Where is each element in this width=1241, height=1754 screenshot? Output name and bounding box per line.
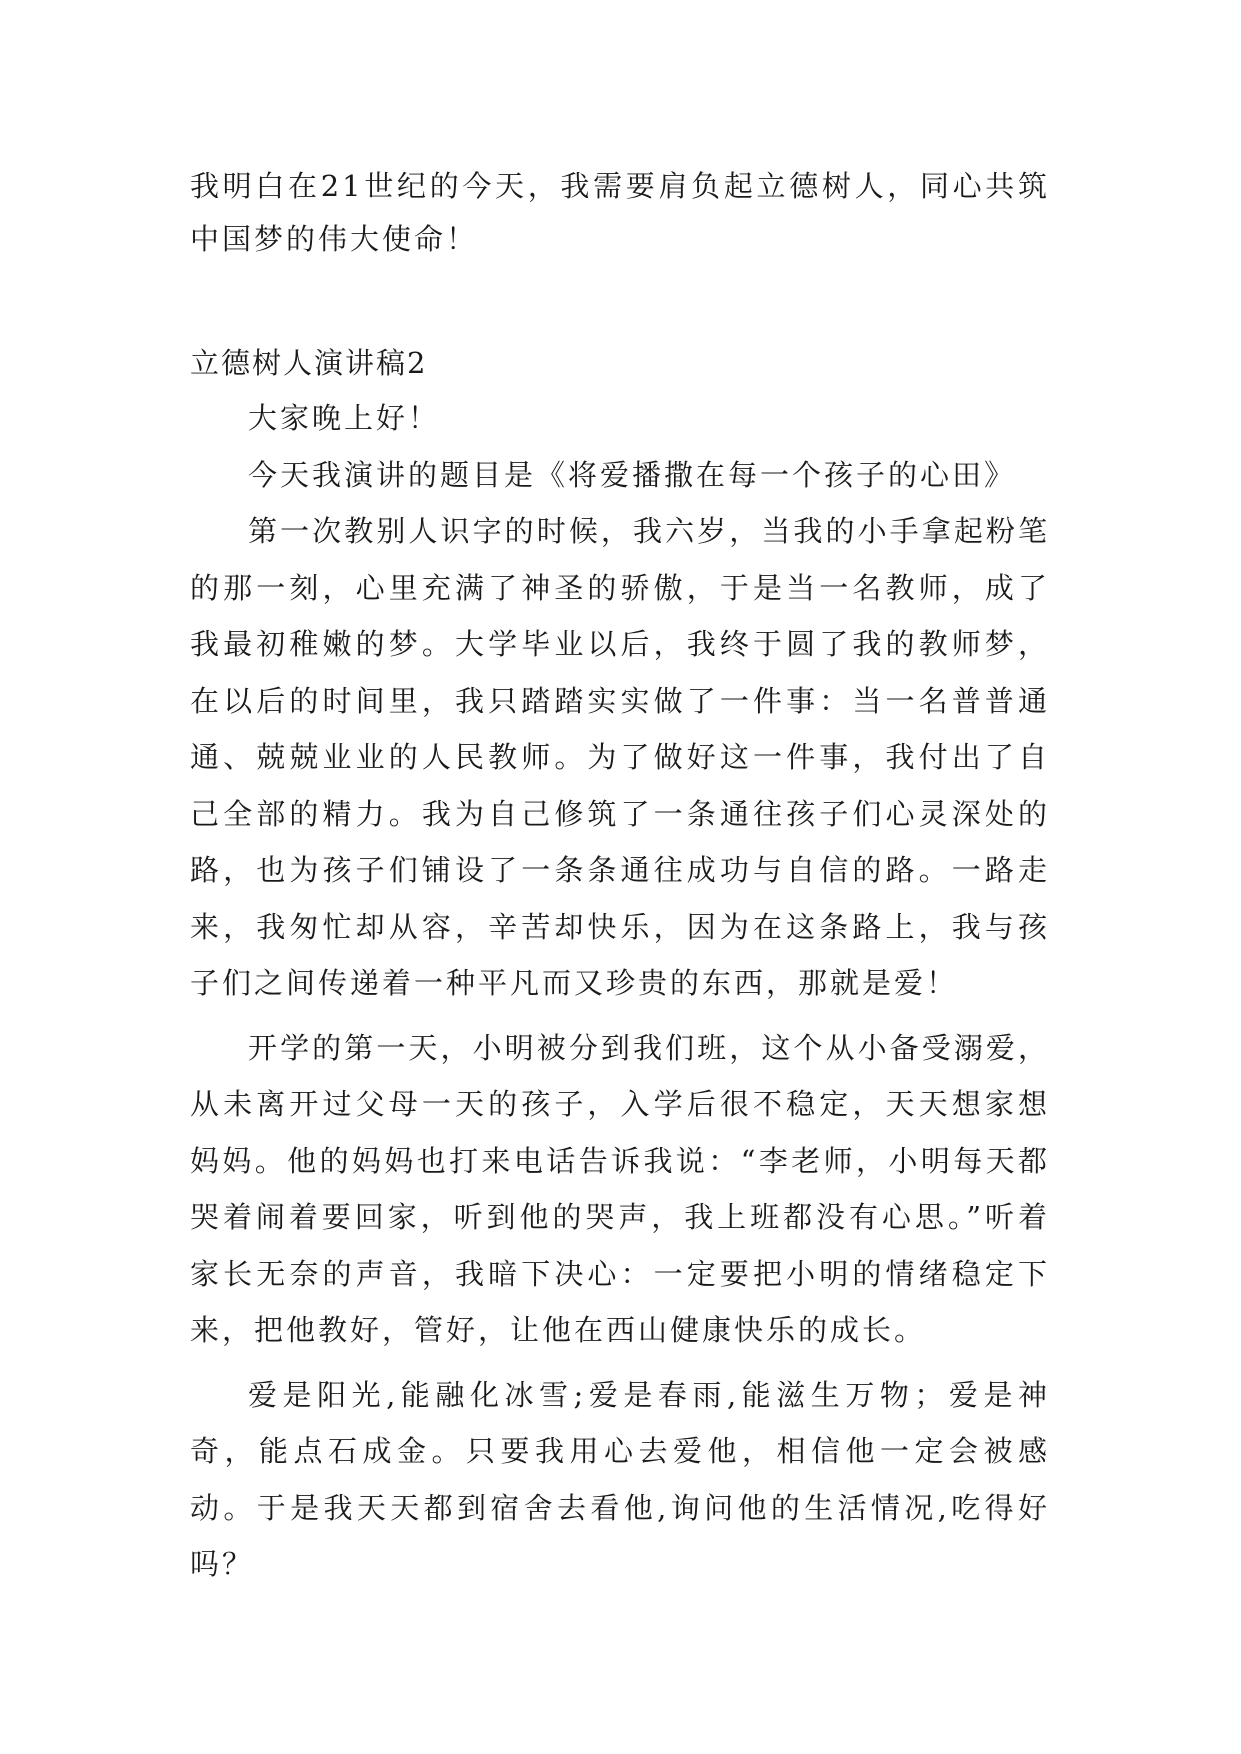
section-title: 立德树人演讲稿2 bbox=[190, 346, 428, 380]
body-paragraph: 爱是阳光,能融化冰雪;爱是春雨,能滋生万物；爱是神奇，能点石成金。只要我用心去爱他，相信他一定会被感动。于是我天天都到宿舍去看他,询问他的生活情况,吃得好吗？ bbox=[190, 1377, 1050, 1581]
body-paragraph: 开学的第一天，小明被分到我们班，这个从小备受溺爱，从未离开过父母一天的孩子，入学后很不稳定，天天想家想妈妈。他的妈妈也打来电话告诉我说：“李老师，小明每天都哭着闹着要回家，听到他的哭声，我上班都没有心思。”听着家长无奈的声音，我暗下决心：一定要把小明的情绪稳定下来，把他教好，管好，让他在西山健康快乐的成长。 bbox=[190, 1030, 1050, 1347]
topic-paragraph: 今天我演讲的题目是《将爱播撒在每一个孩子的心田》 bbox=[248, 457, 1017, 492]
body-paragraph: 第一次教别人识字的时候，我六岁，当我的小手拿起粉笔的那一刻，心里充满了神圣的骄傲，于是当一名教师，成了我最初稚嫩的梦。大学毕业以后，我终于圆了我的教师梦，在以后的时间里，我只踏踏实实做了一件事：当一名普普通通、兢兢业业的人民教师。为了做好这一件事，我付出了自己全部的精力。我为自己修筑了一条通往孩子们心灵深处的路，也为孩子们铺设了一条条通往成功与自信的路。一路走来，我匆忙却从容，辛苦却快乐，因为在这条路上，我与孩子们之间传递着一种平凡而又珍贵的东西，那就是爱！ bbox=[190, 514, 1050, 1000]
continuation-paragraph: 我明白在21世纪的今天，我需要肩负起立德树人，同心共筑中国梦的伟大使命！ bbox=[190, 169, 1050, 256]
greeting-paragraph: 大家晚上好！ bbox=[248, 401, 441, 435]
speech-body bbox=[190, 390, 1050, 1593]
